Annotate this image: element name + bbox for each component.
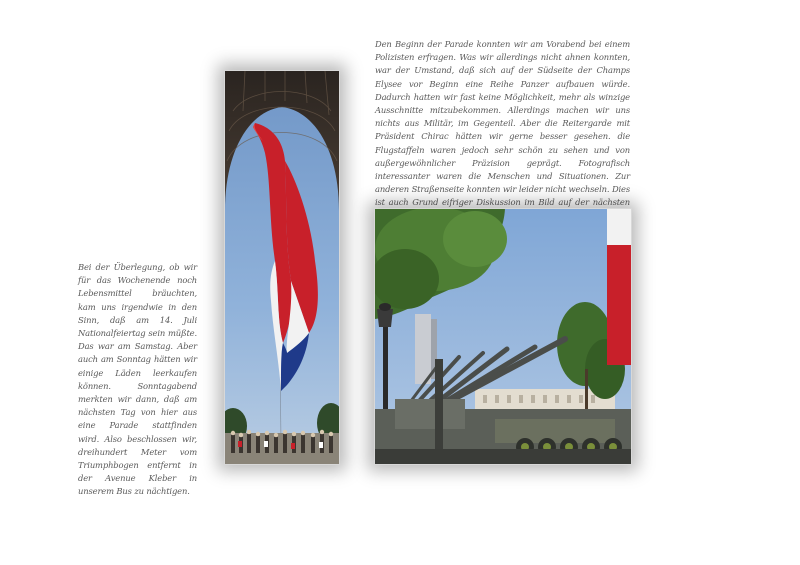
side-paragraph: Bei der Überlegung, ob wir für das Wochenende noch Lebensmittel bräuchten, kam uns irgendwie in den Sinn, daß am 14. Juli Nationalfeiertag sein müßte. Das war am Samstag. Aber auch am Sonntag hätten wir einige Läden leerkaufen können. Sonntagabend merkten wir dann, daß am nächsten Tag von hier aus eine Parade stattfinden wird. Also beschlossen wir, dreihundert Meter vom Triumphbogen entfernt in der Avenue Kleber in unserem Bus zu nächtigen. <box>78 262 197 497</box>
parade-tanks-image <box>375 209 631 464</box>
arch-flag-image <box>225 71 339 464</box>
intro-paragraph: Den Beginn der Parade konnten wir am Vorabend bei einem Polizisten erfragen. Was wir allerdings nicht ahnen konnten, war der Umstand, daß sich auf der Südseite der Champs Elysee vor Beginn eine Reihe Panzer aufbauen würde. Dadurch hatten wir fast keine Möglichkeit, mehr als winzige Ausschnitte mitzubekommen. Allerdings machen wir uns nichts aus Militär, im Gegenteil. Aber die Reitergarde mit Präsident Chirac hätten wir gerne besser gesehen. die Flugstaffeln waren jedoch sehr schön zu sehen und von außergewöhnlicher Präzision geprägt. Fotografisch interessanter waren die Menschen und Situationen. Zur anderen Straßenseite konnten wir leider nicht wechseln. Dies ist auch Grund eifriger Diskussion im Bild auf der nächsten <box>375 39 630 208</box>
arch-flag-photo <box>224 70 340 465</box>
parade-tanks-photo <box>374 208 632 465</box>
